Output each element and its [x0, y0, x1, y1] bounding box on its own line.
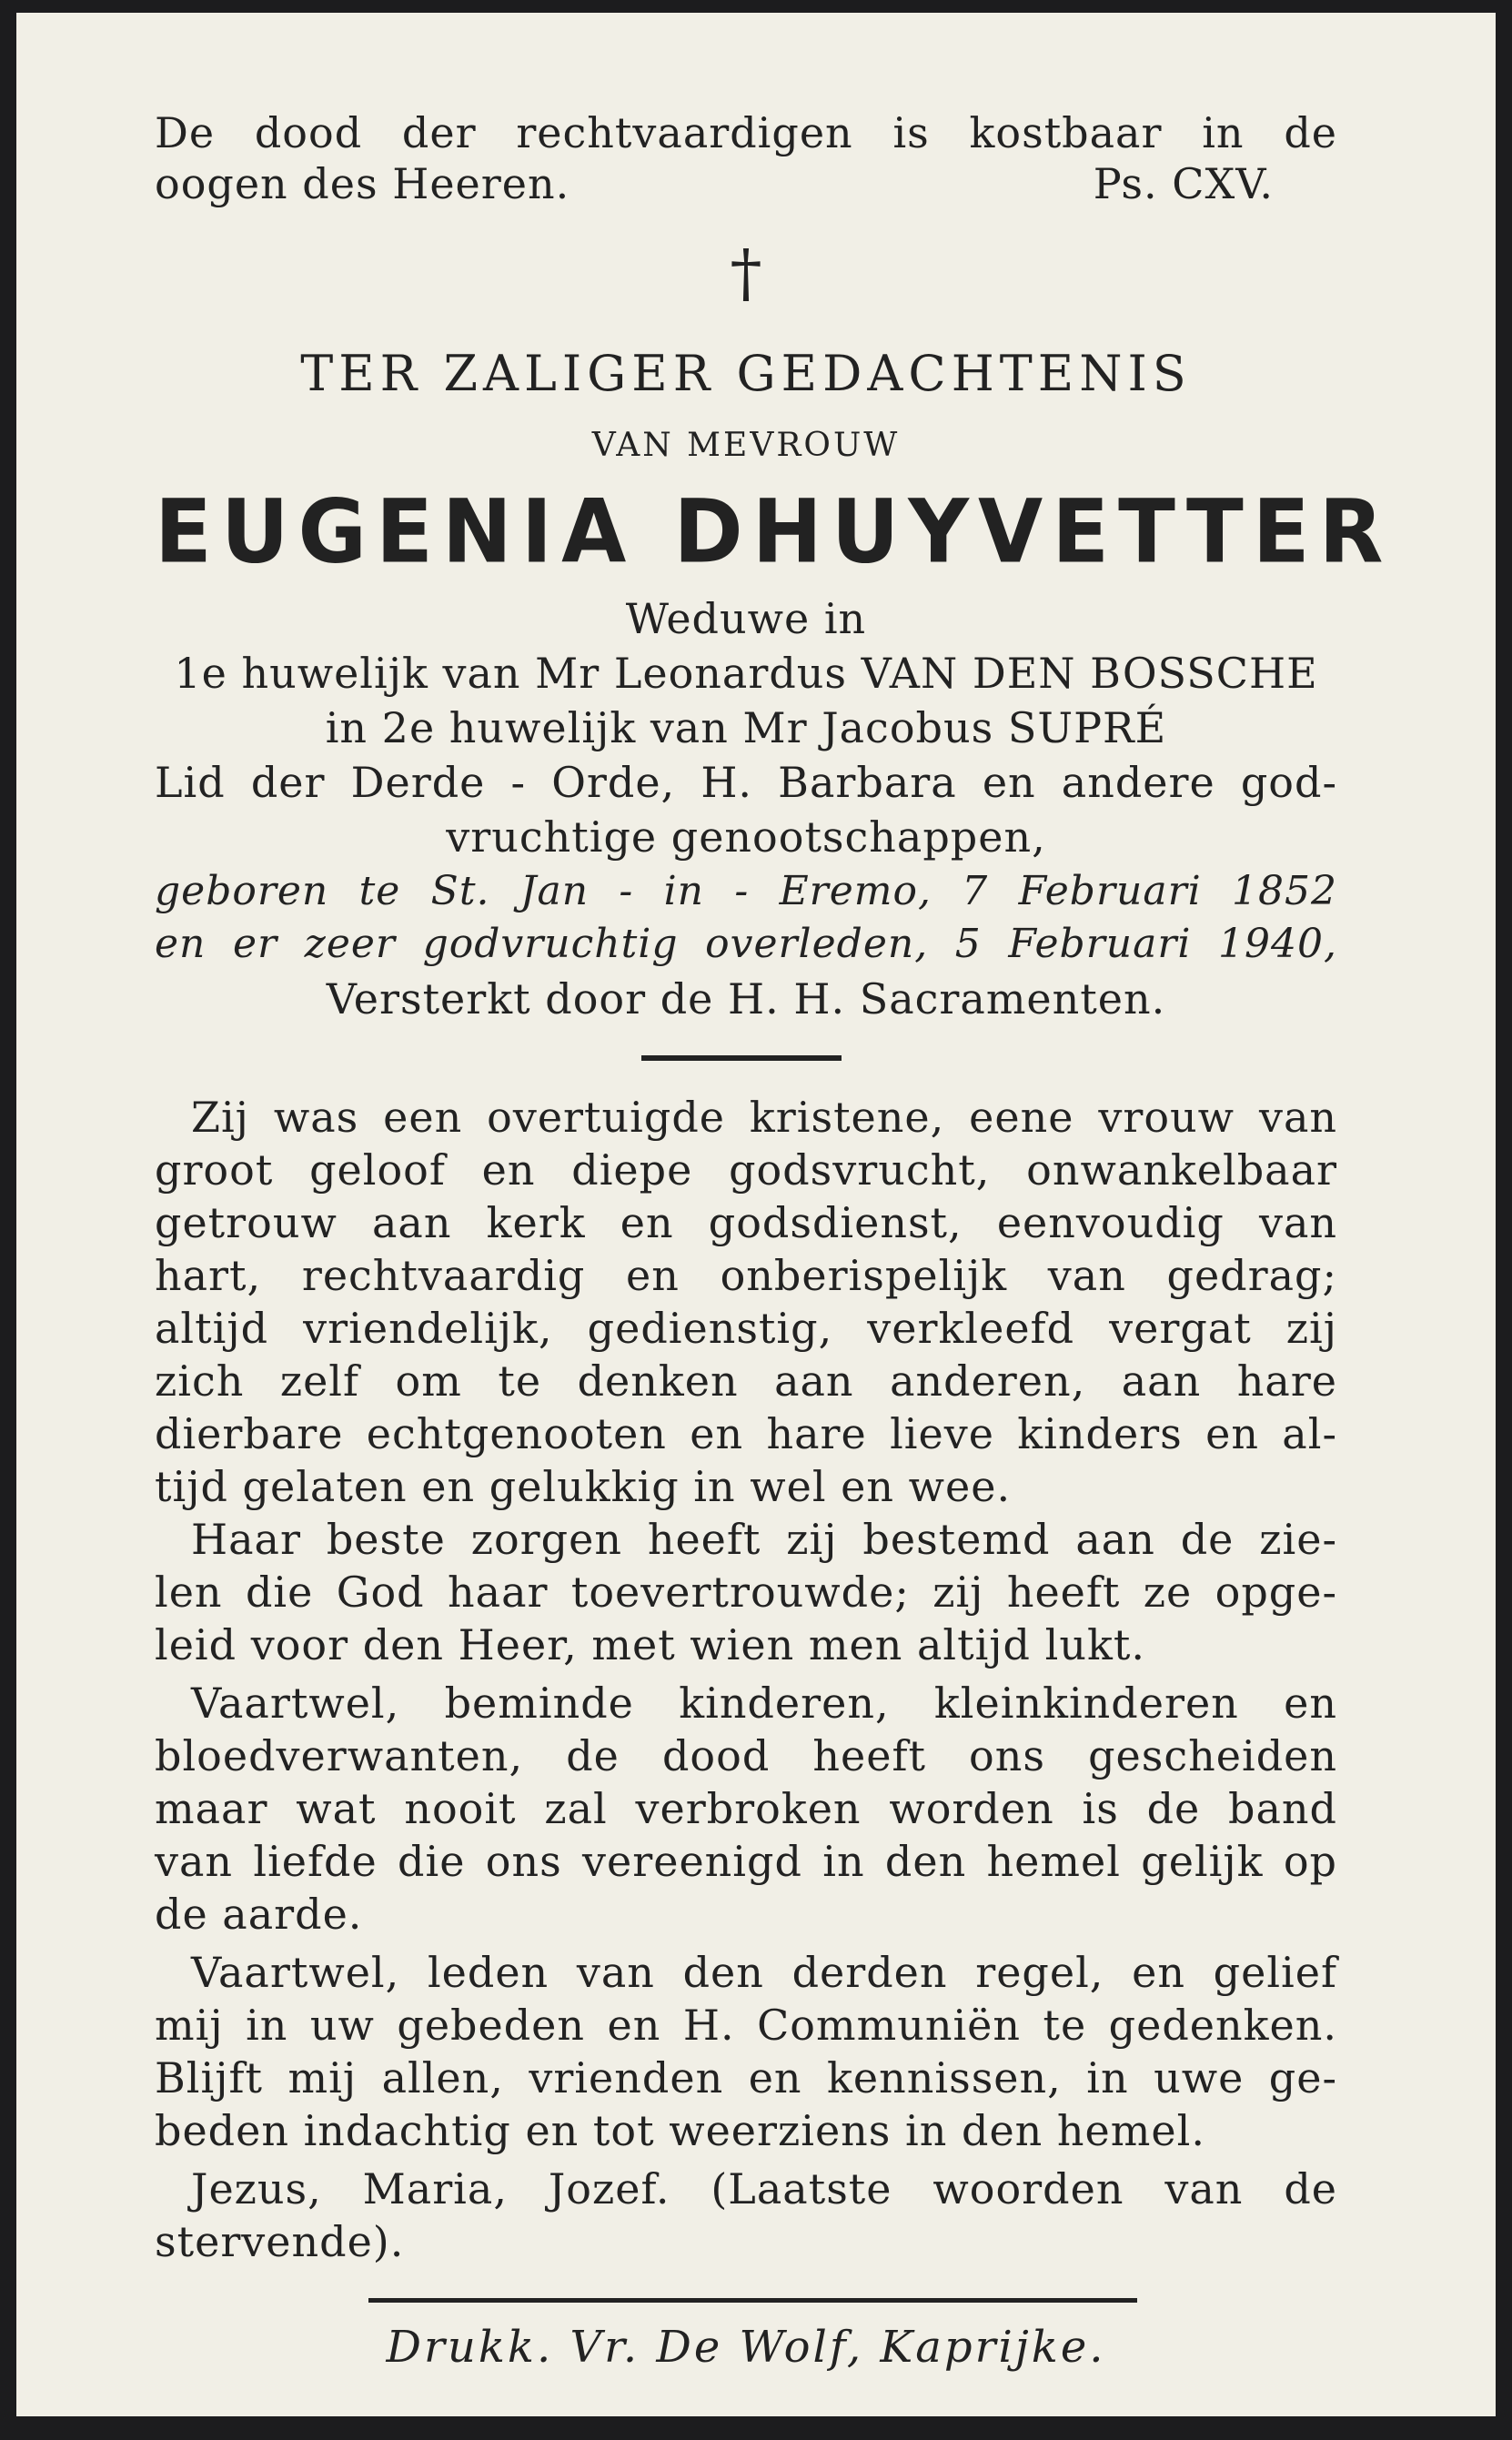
para4-line-2: mij in uw gebeden en H. Communiën te gedenken.: [155, 2001, 1337, 2050]
scripture-text: oogen des Heeren.: [155, 159, 570, 208]
para1-line-6: zich zelf om te denken aan anderen, aan hare: [155, 1356, 1337, 1406]
para4-line-1: Vaartwel, leden van den derden regel, en gelief: [191, 1948, 1337, 1997]
card-border-left: [0, 0, 16, 2440]
para1-line-3: getrouw aan kerk en godsdienst, eenvoudig van: [155, 1198, 1337, 1247]
divider-short: [641, 1055, 842, 1061]
detail-line-4: Lid der Derde - Orde, H. Barbara en andere god-: [155, 758, 1337, 807]
para1-line-4: hart, rechtvaardig en onberispelijk van gedrag;: [155, 1251, 1337, 1300]
cross-icon: †: [730, 236, 762, 310]
para1-line-1: Zij was een overtuigde kristene, eene vrouw van: [191, 1093, 1337, 1142]
scripture-reference: Ps. CXV.: [1093, 159, 1274, 208]
para2-line-2: len die God haar toevertrouwde; zij heeft ze opge-: [155, 1568, 1337, 1617]
para1-line-2: groot geloof en diepe godsvrucht, onwankelbaar: [155, 1145, 1337, 1195]
detail-line-1: Weduwe in: [625, 594, 867, 643]
para2-line-1: Haar beste zorgen heeft zij bestemd aan de zie-: [191, 1515, 1337, 1564]
para5-line-1: Jezus, Maria, Jozef. (Laatste woorden van de: [191, 2164, 1337, 2213]
death-line: en er zeer godvruchtig overleden, 5 Februari 1940,: [155, 921, 1337, 967]
para3-line-3: maar wat nooit zal verbroken worden is de band: [155, 1784, 1337, 1833]
card-border-bottom: [0, 2416, 1512, 2440]
deceased-name: EUGENIA DHUYVETTER: [155, 480, 1393, 583]
memorial-subheading: VAN MEVROUW: [591, 427, 901, 464]
printer-credit: Drukk. Vr. De Wolf, Kaprijke.: [386, 2322, 1106, 2373]
divider-long: [368, 2298, 1137, 2303]
detail-line-2: 1e huwelijk van Mr Leonardus VAN DEN BOSSCHE: [174, 649, 1318, 698]
card-border-right: [1496, 0, 1512, 2440]
scripture-line-2: [155, 158, 1337, 209]
para3-line-5: de aarde.: [155, 1890, 363, 1939]
birth-line: geboren te St. Jan - in - Eremo, 7 Februari 1852: [155, 868, 1337, 914]
memorial-heading: TER ZALIGER GEDACHTENIS: [300, 345, 1192, 402]
para5-line-2: stervende).: [155, 2217, 405, 2266]
sacraments-line: Versterkt door de H. H. Sacramenten.: [326, 974, 1166, 1023]
detail-line-3: in 2e huwelijk van Mr Jacobus SUPRÉ: [325, 703, 1167, 752]
para2-line-3: leid voor den Heer, met wien men altijd lukt.: [155, 1620, 1145, 1669]
para4-line-3: Blijft mij allen, vrienden en kennissen, in uwe ge-: [155, 2053, 1337, 2102]
para1-line-7: dierbare echtgenooten en hare lieve kinders en al-: [155, 1409, 1337, 1458]
para3-line-1: Vaartwel, beminde kinderen, kleinkinderen en: [191, 1679, 1337, 1728]
para3-line-4: van liefde die ons vereenigd in den hemel gelijk op: [155, 1837, 1337, 1886]
para3-line-2: bloedverwanten, de dood heeft ons gescheiden: [155, 1731, 1337, 1780]
detail-line-5: vruchtige genootschappen,: [446, 812, 1046, 862]
para1-line-8: tijd gelaten en gelukkig in wel en wee.: [155, 1462, 1012, 1511]
para1-line-5: altijd vriendelijk, gedienstig, verkleefd vergat zij: [155, 1304, 1337, 1353]
card-border-top: [0, 0, 1512, 13]
para4-line-4: beden indachtig en tot weerziens in den hemel.: [155, 2106, 1205, 2155]
scripture-line-1: De dood der rechtvaardigen is kostbaar in de: [155, 108, 1337, 157]
